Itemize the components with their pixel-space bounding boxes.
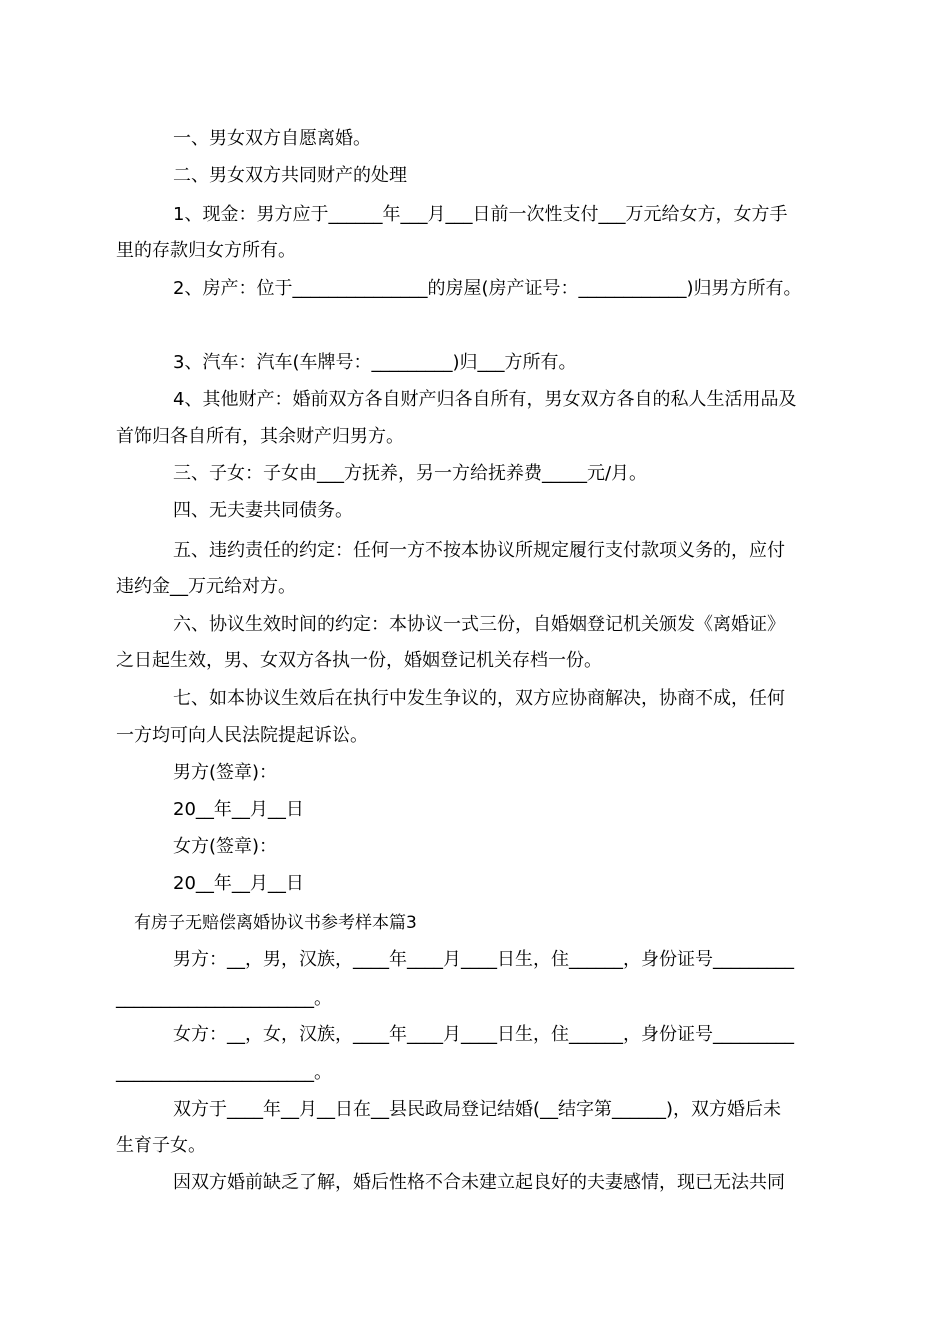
clause-1: 一、男女双方自愿离婚。 [173, 128, 371, 149]
male-signature-date: 20__年__月__日 [173, 799, 304, 820]
item-other-line-1: 4、其他财产：婚前双方各自财产归各自所有，男女双方各自的私人生活用品及 [173, 389, 797, 410]
item-house: 2、房产：位于_______________的房屋(房产证号：____________)归男方所有。 [173, 278, 802, 299]
clause-4-debts: 四、无夫妻共同债务。 [173, 500, 353, 521]
clause-7-line-1: 七、如本协议生效后在执行中发生争议的，双方应协商解决，协商不成，任何 [173, 688, 785, 709]
female-info-line-1: 女方：__，女，汉族，____年____月____日生，住______，身份证号_________ [173, 1024, 794, 1045]
clause-3-children: 三、子女：子女由___方抚养，另一方给抚养费_____元/月。 [173, 463, 648, 484]
marriage-registration-line-1: 双方于____年__月__日在__县民政局登记结婚(__结字第______)，双方婚后未 [173, 1099, 782, 1120]
item-cash-line-2: 里的存款归女方所有。 [116, 240, 296, 261]
clause-7-line-2: 一方均可向人民法院提起诉讼。 [116, 725, 368, 746]
male-info-line-1: 男方：__，男，汉族，____年____月____日生，住______，身份证号_________ [173, 949, 794, 970]
male-info-line-2: ______________________。 [116, 988, 332, 1009]
female-signature-label: 女方(签章)： [173, 836, 278, 857]
clause-2-heading: 二、男女双方共同财产的处理 [173, 165, 407, 186]
item-cash-line-1: 1、现金：男方应于______年___月___日前一次性支付___万元给女方，女方手 [173, 204, 788, 225]
item-car: 3、汽车：汽车(车牌号：_________)归___方所有。 [173, 352, 577, 373]
divorce-reason-line: 因双方婚前缺乏了解，婚后性格不合未建立起良好的夫妻感情，现已无法共同 [173, 1172, 785, 1193]
clause-6-line-2: 之日起生效，男、女双方各执一份，婚姻登记机关存档一份。 [116, 650, 602, 671]
marriage-registration-line-2: 生育子女。 [116, 1135, 206, 1156]
section-title: 有房子无赔偿离婚协议书参考样本篇3 [134, 913, 417, 933]
male-signature-label: 男方(签章)： [173, 762, 278, 783]
clause-5-line-1: 五、违约责任的约定：任何一方不按本协议所规定履行支付款项义务的，应付 [173, 540, 785, 561]
clause-6-line-1: 六、协议生效时间的约定：本协议一式三份，自婚姻登记机关颁发《离婚证》 [173, 614, 785, 635]
female-info-line-2: ______________________。 [116, 1062, 332, 1083]
item-other-line-2: 首饰归各自所有，其余财产归男方。 [116, 426, 404, 447]
female-signature-date: 20__年__月__日 [173, 873, 304, 894]
clause-5-line-2: 违约金__万元给对方。 [116, 576, 296, 597]
